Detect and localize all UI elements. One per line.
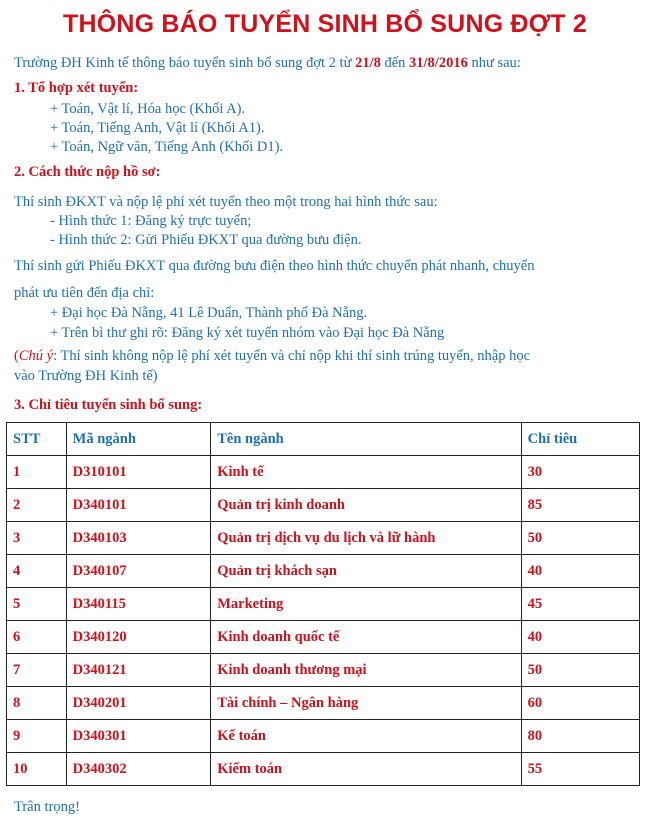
row-quota: 40 <box>521 555 639 588</box>
row-quota: 40 <box>521 621 639 654</box>
intro-suffix: như sau: <box>467 55 521 71</box>
column-header-name: Tên ngành <box>211 423 521 456</box>
row-quota: 60 <box>521 687 639 720</box>
row-code: D340107 <box>66 555 211 588</box>
intro-prefix: Trường ĐH Kinh tế thông báo tuyển sinh bổ sung đợt 2 từ <box>14 55 356 71</box>
note-line <box>14 348 530 365</box>
intro-date-from: 21/8 <box>355 55 381 71</box>
row-stt: 4 <box>7 555 67 588</box>
column-header-stt: STT <box>7 423 67 456</box>
table-row <box>7 522 640 555</box>
table-row <box>7 588 640 621</box>
row-quota: 30 <box>521 456 639 489</box>
table-row <box>7 456 640 489</box>
row-name: Kiểm toán <box>211 753 521 786</box>
row-code: D310101 <box>66 456 211 489</box>
column-header-quota: Chỉ tiêu <box>521 423 639 456</box>
table-row <box>7 621 640 654</box>
section2-heading: 2. Cách thức nộp hồ sơ: <box>14 164 161 180</box>
table-row <box>7 753 640 786</box>
combination-item: + Toán, Tiếng Anh, Vật lí (Khối A1). <box>50 120 265 136</box>
row-stt: 3 <box>7 522 67 555</box>
closing-text: Trân trọng! <box>14 799 80 815</box>
row-quota: 80 <box>521 720 639 753</box>
table-row <box>7 687 640 720</box>
table-row <box>7 720 640 753</box>
row-quota: 45 <box>521 588 639 621</box>
note-open: ( <box>14 348 19 364</box>
row-code: D340201 <box>66 687 211 720</box>
note-text: : Thí sinh không nộp lệ phí xét tuyển và chỉ nộp khi thí sinh trúng tuyển, nhập học <box>53 348 531 364</box>
intro-middle: đến <box>380 55 410 71</box>
row-code: D340103 <box>66 522 211 555</box>
method-item: - Hình thức 1: Đăng ký trực tuyến; <box>50 213 252 229</box>
method-item: - Hình thức 2: Gửi Phiếu ĐKXT qua đường bưu điện. <box>50 232 362 248</box>
row-stt: 9 <box>7 720 67 753</box>
row-name: Kinh tế <box>211 456 521 489</box>
row-name: Quản trị khách sạn <box>211 555 521 588</box>
row-stt: 5 <box>7 588 67 621</box>
table-row <box>7 555 640 588</box>
row-code: D340302 <box>66 753 211 786</box>
combination-item: + Toán, Vật lí, Hóa học (Khối A). <box>50 101 246 117</box>
row-stt: 10 <box>7 753 67 786</box>
note-line: vào Trường ĐH Kinh tế) <box>14 368 158 384</box>
page-title: THÔNG BÁO TUYỂN SINH BỔ SUNG ĐỢT 2 <box>63 10 587 38</box>
row-quota: 85 <box>521 489 639 522</box>
submission-text: Thí sinh ĐKXT và nộp lệ phí xét tuyển theo một trong hai hình thức sau: <box>14 194 438 210</box>
row-name: Kinh doanh quốc tế <box>211 621 521 654</box>
row-name: Kinh doanh thương mại <box>211 654 521 687</box>
address-item: + Đại học Đà Nẵng, 41 Lê Duẩn, Thành phố Đà Nẵng. <box>50 305 368 321</box>
intro-paragraph <box>14 55 521 72</box>
combination-item: + Toán, Ngữ văn, Tiếng Anh (Khối D1). <box>50 139 284 155</box>
post-text-line: phát ưu tiên đến địa chỉ: <box>14 285 155 301</box>
row-stt: 7 <box>7 654 67 687</box>
note-label: Chú ý <box>18 348 54 364</box>
post-text-line: Thí sinh gửi Phiếu ĐKXT qua đường bưu điện theo hình thức chuyển phát nhanh, chuyển <box>14 258 535 274</box>
row-name: Marketing <box>211 588 521 621</box>
row-quota: 55 <box>521 753 639 786</box>
row-stt: 2 <box>7 489 67 522</box>
row-stt: 1 <box>7 456 67 489</box>
table-row <box>7 654 640 687</box>
intro-date-to: 31/8/2016 <box>409 55 468 71</box>
table-row <box>7 489 640 522</box>
row-stt: 6 <box>7 621 67 654</box>
row-code: D340301 <box>66 720 211 753</box>
row-quota: 50 <box>521 654 639 687</box>
row-code: D340101 <box>66 489 211 522</box>
row-name: Kế toán <box>211 720 521 753</box>
row-name: Quản trị kinh doanh <box>211 489 521 522</box>
row-name: Tài chính – Ngân hàng <box>211 687 521 720</box>
column-header-code: Mã ngành <box>66 423 211 456</box>
row-quota: 50 <box>521 522 639 555</box>
table-header-row <box>7 423 640 456</box>
section3-heading: 3. Chỉ tiêu tuyển sinh bổ sung: <box>14 397 203 413</box>
row-code: D340115 <box>66 588 211 621</box>
row-name: Quản trị dịch vụ du lịch và lữ hành <box>211 522 521 555</box>
row-stt: 8 <box>7 687 67 720</box>
row-code: D340121 <box>66 654 211 687</box>
quota-table <box>6 422 640 786</box>
address-item: + Trên bì thư ghi rõ: Đăng ký xét tuyển nhóm vào Đại học Đà Nẵng <box>50 325 445 341</box>
row-code: D340120 <box>66 621 211 654</box>
section1-heading: 1. Tổ hợp xét tuyển: <box>14 80 139 96</box>
